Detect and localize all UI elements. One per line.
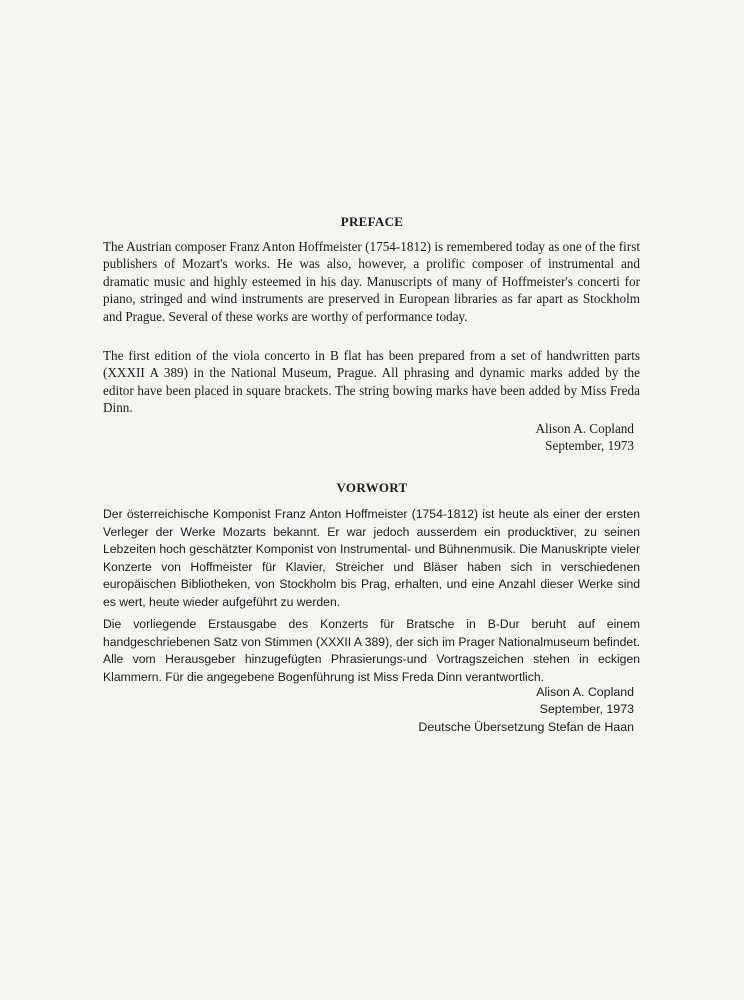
preface-signature-date: September, 1973 [545, 438, 634, 454]
vorwort-signature-name: Alison A. Copland [536, 685, 634, 699]
preface-body [103, 238, 640, 325]
preface-signature-name: Alison A. Copland [535, 421, 634, 436]
vorwort-body-2 [103, 616, 640, 686]
vorwort-signature [418, 684, 634, 736]
preface-signature [535, 420, 634, 455]
preface-paragraph-2: The first edition of the viola concerto in B flat has been prepared from a set of handwritten parts (XXXII A 389) in the National Museum, Prague. All phrasing and dynamic marks added by the editor have been placed in square brackets. The string bowing marks have been added by Miss Freda Dinn. [103, 348, 640, 416]
vorwort-paragraph-1: Der österreichische Komponist Franz Anton Hoffmeister (1754-1812) ist heute als einer der ersten Verleger der Werke Mozarts bekannt. Er war jedoch ausserdem ein producktiver, zu seinen Lebzeiten hoch geschätzter Komponist von Instrumental- und Bühnenmusik. Die Manuskripte vieler Konzerte von Hoffmeister für Klavier, Streicher und Bläser haben sich in verschiedenen europäischen Bibliotheken, von Stockholm bis Prag, erhalten, und eine Anzahl dieser Werke sind es wert, heute wieder aufgeführt zu werden. [103, 507, 640, 609]
vorwort-signature-date: September, 1973 [539, 702, 634, 717]
vorwort-paragraph-2: Die vorliegende Erstausgabe des Konzerts für Bratsche in B-Dur beruht auf einem handgeschriebenen Satz von Stimmen (XXXII A 389), der sich im Prager Nationalmuseum befindet. Alle vom Herausgeber hinzugefügten Phrasierungs-und Vortragszeichen stehen in eckigen Klammern. Für die angegebene Bogenführung ist Miss Freda Dinn verantwortlich. [103, 617, 640, 684]
vorwort-signature-translation: Deutsche Übersetzung Stefan de Haan [418, 719, 634, 734]
preface-heading: PREFACE [340, 214, 404, 229]
vorwort-body [103, 506, 640, 612]
vorwort-heading: VORWORT [336, 480, 408, 495]
preface-paragraph-1: The Austrian composer Franz Anton Hoffmeister (1754-1812) is remembered today as one of the first publishers of Mozart's works. He was also, however, a prolific composer of instrumental and dramatic music and highly esteemed in his day. Manuscripts of many of Hoffmeister's concerti for piano, stringed and wind instruments are preserved in European libraries as far apart as Stockholm and Prague. Several of these works are worthy of performance today. [103, 239, 640, 324]
preface-body-2 [103, 347, 640, 417]
